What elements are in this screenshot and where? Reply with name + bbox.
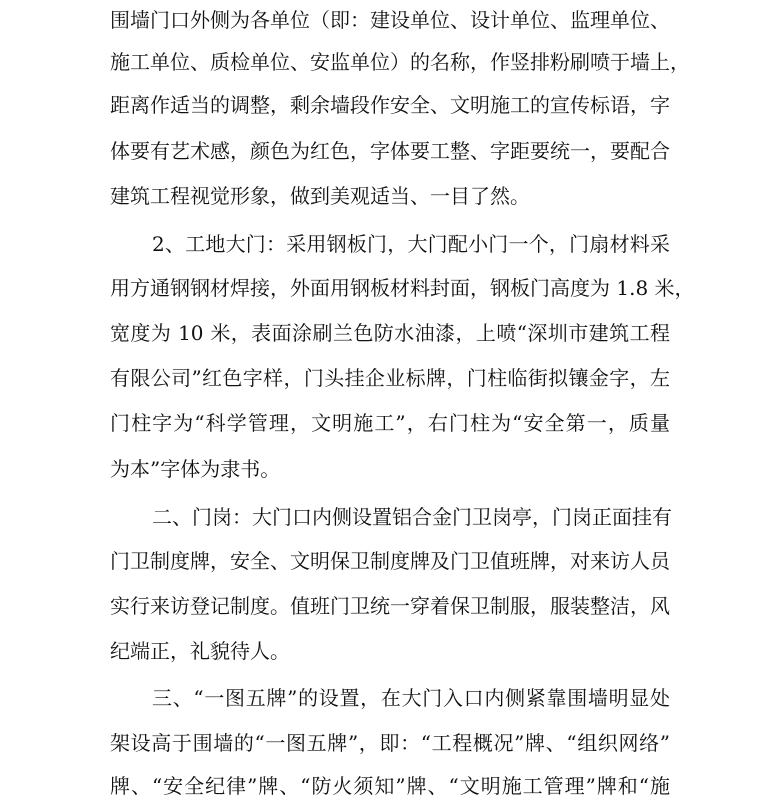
- text-line: 门柱字为“科学管理，文明施工”，右门柱为“安全第一，质量: [110, 411, 670, 435]
- text-line: 围墙门口外侧为各单位（即：建设单位、设计单位、监理单位、: [110, 8, 670, 32]
- text-line: 宽度为 10 米，表面涂刷兰色防水油漆，上喷“深圳市建筑工程: [110, 321, 670, 345]
- text-line: 施工单位、质检单位、安监单位）的名称，作竖排粉刷喷于墙上，: [110, 50, 690, 74]
- text-line: 体要有艺术感，颜色为红色，字体要工整、字距要统一，要配合: [110, 139, 670, 163]
- text-line: 建筑工程视觉形象，做到美观适当、一目了然。: [110, 184, 530, 208]
- text-line: 用方通钢钢材焊接，外面用钢板材料封面，钢板门高度为 1.8 米，: [110, 276, 695, 300]
- text-line: 架设高于围墙的“一图五牌”，即：“工程概况”牌、“组织网络”: [110, 731, 670, 755]
- text-line: 牌、“安全纪律”牌、“防火须知”牌、“文明施工管理”牌和“施: [110, 774, 670, 798]
- text-line: 实行来访登记制度。值班门卫统一穿着保卫制服，服装整洁，风: [110, 594, 670, 618]
- text-line: 距离作适当的调整，剩余墙段作安全、文明施工的宣传标语，字: [110, 93, 670, 117]
- text-line: 门卫制度牌，安全、文明保卫制度牌及门卫值班牌，对来访人员: [110, 549, 670, 573]
- text-line: 有限公司”红色字样，门头挂企业标牌，门柱临街拟镶金字，左: [110, 366, 670, 390]
- text-line: 为本”字体为隶书。: [110, 457, 281, 481]
- paragraph-first-line: 2、工地大门：采用钢板门，大门配小门一个，门扇材料采: [152, 232, 670, 256]
- paragraph-first-line: 三、“一图五牌”的设置，在大门入口内侧紧靠围墙明显处: [152, 686, 670, 710]
- paragraph-first-line: 二、门岗：大门口内侧设置铝合金门卫岗亭，门岗正面挂有: [152, 505, 672, 529]
- text-line: 纪端正，礼貌待人。: [110, 639, 290, 663]
